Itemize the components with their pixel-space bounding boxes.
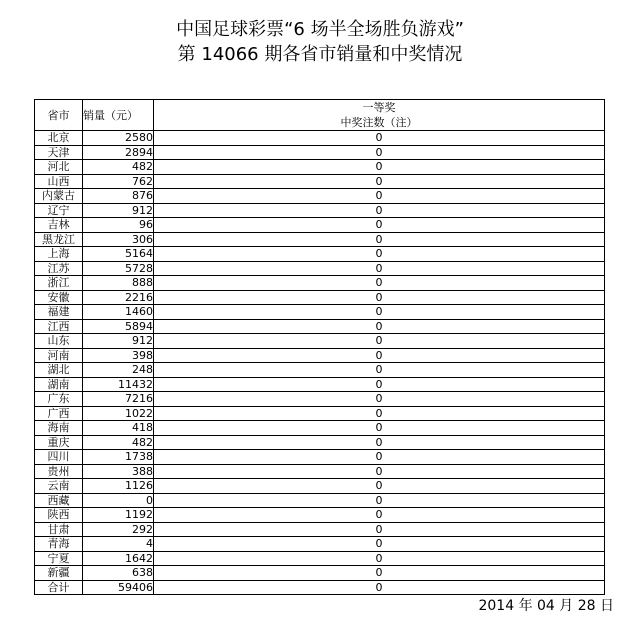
cell-province: 浙江 (35, 276, 83, 291)
cell-winners: 0 (154, 189, 605, 204)
cell-province: 吉林 (35, 218, 83, 233)
page-subtitle: 第 14066 期各省市销量和中奖情况 (177, 44, 463, 65)
cell-sales: 5894 (83, 319, 154, 334)
cell-winners: 0 (154, 145, 605, 160)
table-row (35, 174, 605, 189)
cell-sales: 638 (83, 566, 154, 581)
table-row (35, 464, 605, 479)
cell-province: 江西 (35, 319, 83, 334)
table-row (35, 377, 605, 392)
cell-province: 北京 (35, 131, 83, 146)
table-row (35, 131, 605, 146)
cell-sales: 1192 (83, 508, 154, 523)
total-sales: 59406 (83, 580, 154, 595)
cell-winners: 0 (154, 276, 605, 291)
cell-winners: 0 (154, 160, 605, 175)
cell-winners: 0 (154, 290, 605, 305)
cell-winners: 0 (154, 392, 605, 407)
cell-sales: 2216 (83, 290, 154, 305)
cell-sales: 5728 (83, 261, 154, 276)
cell-province: 四川 (35, 450, 83, 465)
cell-sales: 2894 (83, 145, 154, 160)
cell-sales: 482 (83, 160, 154, 175)
cell-winners: 0 (154, 174, 605, 189)
cell-winners: 0 (154, 334, 605, 349)
cell-province: 新疆 (35, 566, 83, 581)
cell-winners: 0 (154, 305, 605, 320)
table-row (35, 406, 605, 421)
cell-province: 云南 (35, 479, 83, 494)
cell-winners: 0 (154, 508, 605, 523)
sales-table (34, 99, 605, 595)
table-row (35, 334, 605, 349)
cell-winners: 0 (154, 319, 605, 334)
header-first-prize (154, 100, 605, 131)
table-row (35, 218, 605, 233)
cell-winners: 0 (154, 348, 605, 363)
table-row (35, 348, 605, 363)
cell-sales: 398 (83, 348, 154, 363)
table-footer (35, 580, 605, 595)
table-row (35, 479, 605, 494)
cell-province: 湖北 (35, 363, 83, 378)
cell-province: 重庆 (35, 435, 83, 450)
cell-province: 广西 (35, 406, 83, 421)
header-prize-title: 一等奖 (362, 101, 396, 114)
cell-sales: 1738 (83, 450, 154, 465)
cell-sales: 912 (83, 334, 154, 349)
cell-winners: 0 (154, 450, 605, 465)
cell-winners: 0 (154, 537, 605, 552)
cell-sales: 1460 (83, 305, 154, 320)
table-row (35, 203, 605, 218)
cell-province: 河南 (35, 348, 83, 363)
table-row (35, 160, 605, 175)
cell-winners: 0 (154, 363, 605, 378)
cell-province: 安徽 (35, 290, 83, 305)
page-title: 中国足球彩票“6 场半全场胜负游戏” (176, 19, 464, 40)
cell-winners: 0 (154, 464, 605, 479)
cell-province: 辽宁 (35, 203, 83, 218)
table-row (35, 450, 605, 465)
cell-winners: 0 (154, 131, 605, 146)
cell-sales: 306 (83, 232, 154, 247)
cell-winners: 0 (154, 566, 605, 581)
cell-winners: 0 (154, 232, 605, 247)
cell-province: 山西 (35, 174, 83, 189)
cell-sales: 96 (83, 218, 154, 233)
cell-winners: 0 (154, 261, 605, 276)
cell-province: 宁夏 (35, 551, 83, 566)
total-winners: 0 (154, 580, 605, 595)
cell-sales: 1642 (83, 551, 154, 566)
table-row (35, 522, 605, 537)
cell-province: 贵州 (35, 464, 83, 479)
cell-sales: 388 (83, 464, 154, 479)
table-row (35, 261, 605, 276)
table-row (35, 537, 605, 552)
table-row (35, 305, 605, 320)
table-body (35, 131, 605, 581)
table-row (35, 319, 605, 334)
total-row (35, 580, 605, 595)
table-row (35, 232, 605, 247)
header-province: 省市 (35, 100, 83, 131)
table-row (35, 508, 605, 523)
table-row (35, 435, 605, 450)
cell-province: 黑龙江 (35, 232, 83, 247)
cell-province: 内蒙古 (35, 189, 83, 204)
header-row (35, 100, 605, 131)
cell-winners: 0 (154, 247, 605, 262)
cell-winners: 0 (154, 203, 605, 218)
cell-sales: 4 (83, 537, 154, 552)
cell-sales: 248 (83, 363, 154, 378)
table-row (35, 247, 605, 262)
total-label: 合计 (35, 580, 83, 595)
table-row (35, 421, 605, 436)
cell-winners: 0 (154, 493, 605, 508)
cell-sales: 482 (83, 435, 154, 450)
cell-winners: 0 (154, 551, 605, 566)
cell-province: 福建 (35, 305, 83, 320)
cell-sales: 1022 (83, 406, 154, 421)
cell-sales: 1126 (83, 479, 154, 494)
header-sales: 销量（元） (83, 100, 154, 131)
cell-province: 江苏 (35, 261, 83, 276)
cell-province: 湖南 (35, 377, 83, 392)
cell-province: 广东 (35, 392, 83, 407)
cell-province: 河北 (35, 160, 83, 175)
cell-province: 西藏 (35, 493, 83, 508)
table-row (35, 363, 605, 378)
cell-winners: 0 (154, 218, 605, 233)
cell-sales: 912 (83, 203, 154, 218)
cell-sales: 5164 (83, 247, 154, 262)
cell-sales: 418 (83, 421, 154, 436)
table-row (35, 551, 605, 566)
cell-province: 陕西 (35, 508, 83, 523)
cell-province: 山东 (35, 334, 83, 349)
cell-winners: 0 (154, 377, 605, 392)
table-row (35, 145, 605, 160)
cell-sales: 876 (83, 189, 154, 204)
cell-sales: 11432 (83, 377, 154, 392)
cell-winners: 0 (154, 435, 605, 450)
cell-sales: 292 (83, 522, 154, 537)
cell-winners: 0 (154, 522, 605, 537)
header-prize-count: 中奖注数（注） (340, 116, 418, 129)
table-row (35, 290, 605, 305)
cell-province: 甘肃 (35, 522, 83, 537)
cell-province: 天津 (35, 145, 83, 160)
table-row (35, 189, 605, 204)
report-date: 2014 年 04 月 28 日 (478, 598, 614, 614)
cell-sales: 0 (83, 493, 154, 508)
table-row (35, 566, 605, 581)
cell-sales: 7216 (83, 392, 154, 407)
cell-sales: 762 (83, 174, 154, 189)
cell-winners: 0 (154, 479, 605, 494)
table-row (35, 493, 605, 508)
cell-province: 青海 (35, 537, 83, 552)
table-row (35, 276, 605, 291)
cell-winners: 0 (154, 421, 605, 436)
table-header (35, 100, 605, 131)
cell-sales: 2580 (83, 131, 154, 146)
cell-province: 海南 (35, 421, 83, 436)
table-row (35, 392, 605, 407)
cell-province: 上海 (35, 247, 83, 262)
cell-sales: 888 (83, 276, 154, 291)
cell-winners: 0 (154, 406, 605, 421)
